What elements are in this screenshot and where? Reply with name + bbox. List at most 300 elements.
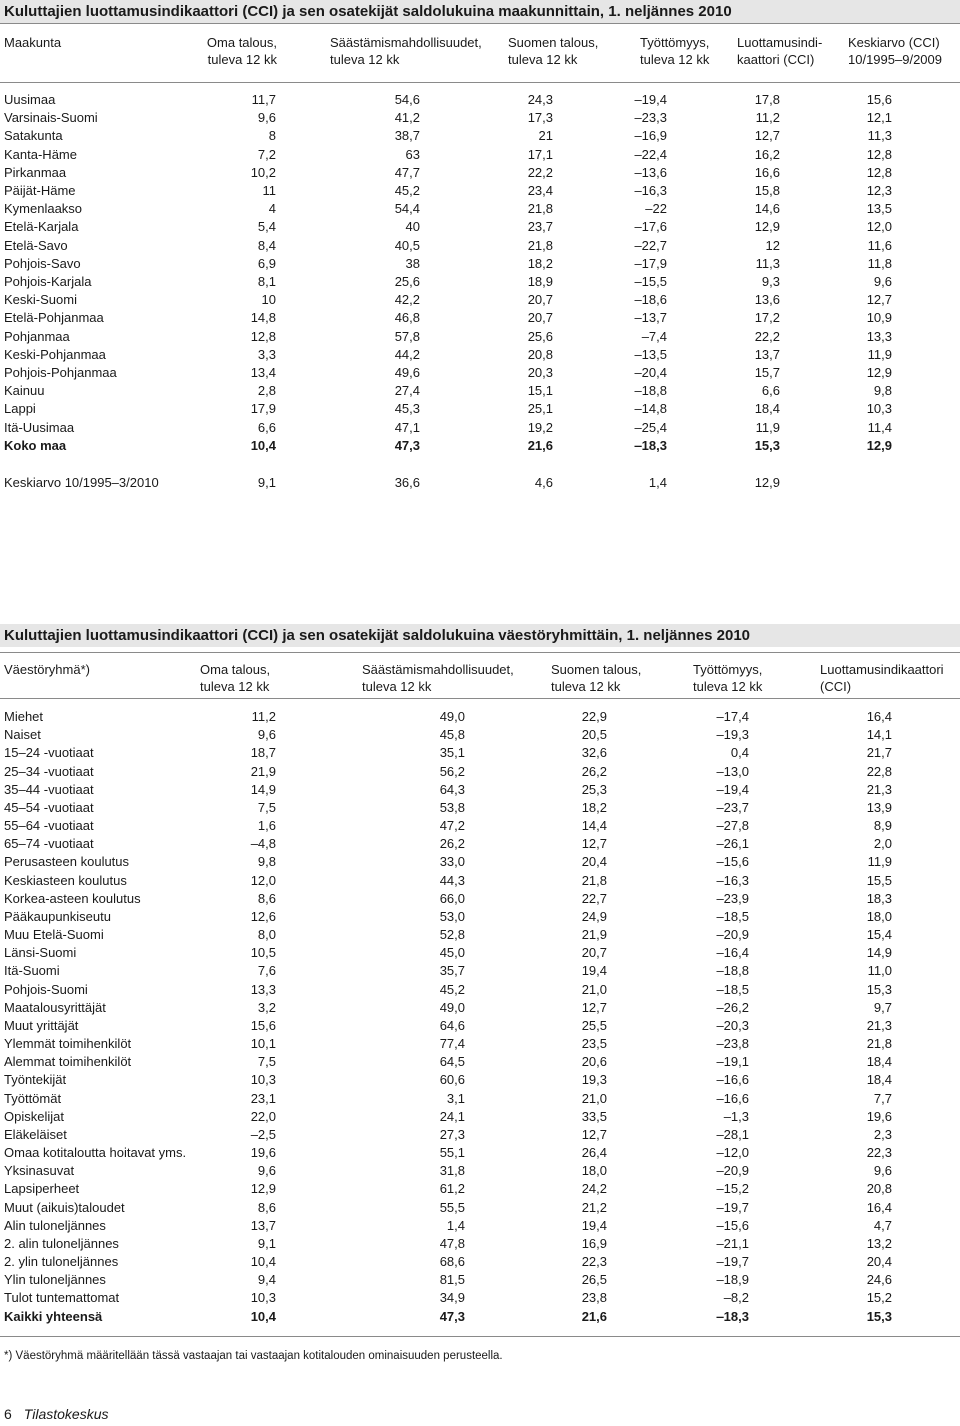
cell-value: 8,4 [257,237,276,253]
cell-value: 20,4 [866,1254,892,1270]
table1-col-header-line: Suomen talous, [508,35,599,50]
cell-value: 49,0 [439,999,465,1015]
cell-value: ‒16,6 [716,1072,749,1088]
row-label: 2. alin tuloneljännes [4,1235,119,1251]
cell-value: 13,4 [250,365,276,380]
cell-value: 25,6 [394,274,420,289]
row-label: Kymenlaakso [4,201,83,217]
cell-value: 21,6 [581,1308,607,1324]
table2-header [0,661,960,697]
cell-value: 22,3 [866,1145,892,1161]
cell-value: ‒18,8 [716,963,749,979]
row-label: Kaikki yhteensä [4,1308,103,1324]
cell-value: 40,5 [394,237,420,253]
cell-value: 57,8 [394,328,420,344]
cell-value: 11,7 [251,92,276,107]
cell-value: 18,4 [754,401,780,417]
row-label: Perusasteen koulutus [4,854,130,870]
cell-value: 8,1 [257,274,276,289]
cell-value: 9,3 [761,274,780,289]
cell-value: 24,1 [439,1108,465,1124]
cell-value: 25,5 [581,1017,607,1033]
table1-table-row [0,218,960,236]
cell-value: 10,5 [250,945,276,961]
cell-value: 23,8 [581,1290,607,1306]
cell-value: 45,2 [394,183,420,198]
cell-value: 14,9 [866,945,892,961]
table1-col-header-line: Maakunta [4,35,62,50]
row-label: Etelä-Savo [4,237,68,253]
cell-value: 20,8 [866,1181,892,1197]
cell-value: 21,0 [581,981,607,997]
table2-col-header-line: Säästämismahdollisuudet, [362,662,514,677]
table1-col-header-line: Oma talous, [206,35,277,50]
cell-value: 12,8 [866,164,892,180]
cell-value: ‒27,8 [716,818,749,834]
cell-value: 16,4 [866,1199,892,1215]
cell-value: 8 [268,128,276,144]
cell-value: 12,7 [581,1126,607,1142]
cell-value: 13,7 [250,1217,276,1233]
cell-value: 21,2 [581,1199,607,1215]
cell-value: ‒15,6 [716,854,749,870]
cell-value: 47,7 [394,164,420,180]
row-label: Muut (aikuis)taloudet [4,1199,125,1215]
row-label: Itä-Suomi [4,963,60,979]
cell-value: 21,8 [866,1036,892,1052]
table1-col-header-line: Keskiarvo (CCI) [848,35,940,50]
table2-col-header-line: (CCI) [820,679,852,694]
table2-col-header-line: Luottamusindikaattori [820,662,944,677]
cell-value: 35,1 [439,745,465,761]
cell-value: 22,7 [581,890,607,906]
cell-value: 38 [405,255,420,271]
cell-value: 12,9 [250,1181,276,1197]
cell-value: 12,8 [250,328,276,344]
cell-value: ‒23,9 [716,890,749,906]
cell-value: 47,3 [394,437,420,453]
row-label: Alin tuloneljännes [4,1217,106,1233]
cell-value: 17,3 [527,110,553,126]
cell-value: ‒18,5 [716,908,749,924]
cell-value: 10,4 [250,1254,276,1270]
cell-value: 8,6 [257,1199,276,1215]
cell-value: 11,9 [867,346,892,362]
cell-value: 45,3 [394,401,420,417]
cell-value: 7,6 [257,963,276,979]
cell-value: 21,3 [866,781,892,797]
row-label: Kanta-Häme [4,146,77,162]
cell-value: 16,2 [754,146,780,162]
table1-top-rule [0,23,960,24]
row-label: Kainuu [4,383,45,399]
table1-header [0,34,960,70]
cell-value: 24,6 [866,1272,892,1288]
row-label: Muu Etelä-Suomi [4,927,104,943]
cell-value: 10,2 [250,164,276,180]
cell-value: 3,3 [257,346,276,362]
cell-value: 21,7 [866,745,892,761]
row-label: Keskiasteen koulutus [4,872,127,888]
cell-value: 9,1 [257,475,276,490]
table2-table-row [0,1271,960,1289]
cell-value: 18,4 [866,1054,892,1070]
cell-value: 10,4 [250,1308,276,1324]
cell-value: 34,9 [439,1290,465,1306]
table2-top-rule [0,652,960,653]
cell-value: 20,4 [581,854,607,870]
cell-value: 8,9 [873,818,892,834]
cell-value: 18,0 [581,1163,607,1179]
cell-value: 2,8 [257,383,276,399]
row-label: Länsi-Suomi [4,945,77,961]
table1-table-row [0,273,960,291]
cell-value: 15,3 [866,981,892,997]
cell-value: 13,5 [866,201,892,217]
table1-col-header-4 [640,34,709,68]
cell-value: 14,8 [250,310,276,326]
table2-table-row [0,962,960,980]
cell-value: 3,2 [257,999,276,1015]
cell-value: 22,8 [866,763,892,779]
cell-value: 14,4 [581,818,607,834]
cell-value: 14,6 [754,201,780,217]
cell-value: 18,4 [866,1072,892,1088]
cell-value: 47,1 [394,419,420,435]
cell-value: 22,2 [527,164,553,180]
row-label: Pohjois-Pohjanmaa [4,365,117,380]
cell-value: 12,3 [866,183,892,198]
cell-value: 22,9 [581,709,607,724]
cell-value: ‒20,4 [634,365,667,380]
cell-value: 56,2 [439,763,465,779]
cell-value: ‒16,4 [716,945,749,961]
cell-value: ‒26,2 [716,999,749,1015]
cell-value: 55,5 [439,1199,465,1215]
cell-value: 12,7 [754,128,780,144]
cell-value: 15,5 [866,872,892,888]
cell-value: 45,2 [439,981,465,997]
cell-value: 17,8 [754,92,780,107]
cell-value: 54,6 [394,92,420,107]
cell-value: 12,9 [754,475,780,490]
row-label: Korkea-asteen koulutus [4,890,141,906]
cell-value: 25,3 [581,781,607,797]
table2-table-row [0,781,960,799]
cell-value: 13,7 [754,346,780,362]
cell-value: ‒18,9 [716,1272,749,1288]
table1-table-row [0,382,960,400]
cell-value: ‒19,3 [716,727,749,743]
row-label: Uusimaa [4,92,56,107]
row-label: Työntekijät [4,1072,67,1088]
publisher-name: Tilastokeskus [23,1406,109,1422]
row-label: Lapsiperheet [4,1181,80,1197]
cell-value: 68,6 [439,1254,465,1270]
page-number: 6 [4,1406,12,1422]
cell-value: 35,7 [439,963,465,979]
table1-col-header-line: tuleva 12 kk [508,52,578,67]
table1-col-header-5 [737,34,822,68]
table2-table-row [0,1017,960,1035]
cell-value: 38,7 [394,128,420,144]
table1-col-header-1 [207,34,277,68]
cell-value: ‒28,1 [716,1126,749,1142]
cell-value: 19,6 [866,1108,892,1124]
cell-value: 9,1 [257,1235,276,1251]
cell-value: 12,9 [866,437,892,453]
cell-value: 24,9 [581,908,607,924]
table1-header-rule [0,82,960,83]
cell-value: 7,2 [257,146,276,162]
cell-value: 12,7 [581,999,607,1015]
cell-value: ‒15,2 [716,1181,749,1197]
cell-value: 19,4 [581,1217,607,1233]
table2-table-row [0,1035,960,1053]
cell-value: 25,1 [527,401,553,417]
cell-value: 1,6 [257,818,276,834]
cell-value: 18,2 [527,255,553,271]
table1-table-row [0,419,960,437]
table2-col-header-line: Suomen talous, [551,662,642,677]
row-label: 25‒34 -vuotiaat [4,763,94,779]
cell-value: ‒1,3 [723,1108,749,1124]
cell-value: 53,0 [439,908,465,924]
cell-value: 12,9 [866,365,892,380]
cell-value: ‒16,3 [634,183,667,198]
cell-value: ‒18,3 [634,437,667,453]
cell-value: 12,0 [250,872,276,888]
row-label: Maatalousyrittäjät [4,999,106,1015]
cell-value: ‒8,2 [723,1290,749,1306]
table2-table-row [0,1180,960,1198]
cell-value: ‒17,9 [634,255,667,271]
cell-value: ‒18,8 [634,383,667,399]
row-label: Koko maa [4,437,67,453]
cell-value: 9,8 [257,854,276,870]
cell-value: 45,8 [439,727,465,743]
table1-table-row [0,146,960,164]
cell-value: 23,1 [250,1090,276,1106]
cell-value: ‒2,5 [250,1126,276,1142]
cell-value: ‒14,8 [634,401,667,417]
cell-value: 21,0 [581,1090,607,1106]
cell-value: 11,0 [867,963,892,979]
cell-value: 11,9 [755,419,780,435]
row-label: Naiset [4,727,41,743]
cell-value: 45,0 [439,945,465,961]
table2-col-header-line: Väestöryhmä*) [4,662,90,677]
cell-value: 64,3 [439,781,465,797]
cell-value: 21,8 [527,201,553,217]
table2-body [0,708,960,1338]
cell-value: ‒25,4 [634,419,667,435]
row-label: Varsinais-Suomi [4,110,98,126]
cell-value: 26,5 [581,1272,607,1288]
cell-value: 2,3 [873,1126,892,1142]
cell-value: ‒19,4 [716,781,749,797]
cell-value: 21,9 [250,763,276,779]
table2-table-row [0,1144,960,1162]
cell-value: 61,2 [439,1181,465,1197]
cell-value: 10 [261,292,276,308]
cell-value: ‒19,1 [716,1054,749,1070]
table1-table-row [0,200,960,218]
cell-value: 13,2 [866,1235,892,1251]
table2-table-row [0,1308,960,1326]
table1-table-row [0,255,960,273]
table2-table-row [0,1289,960,1307]
table2-table-row [0,1090,960,1108]
cell-value: 20,7 [527,310,553,326]
cell-value: 16,4 [866,709,892,724]
table1-table-row [0,182,960,200]
cell-value: 53,8 [439,799,465,815]
cell-value: 8,6 [257,890,276,906]
cell-value: 25,6 [527,328,553,344]
cell-value: ‒22,7 [634,237,667,253]
cell-value: 31,8 [439,1163,465,1179]
cell-value: 17,9 [250,401,276,417]
cell-value: ‒15,6 [716,1217,749,1233]
table1-average-table-row [0,474,960,492]
cell-value: ‒15,5 [634,274,667,289]
table1-col-header-line: Luottamusindi- [737,35,823,50]
cell-value: 13,6 [754,292,780,308]
cell-value: 12,9 [754,219,780,235]
table2-table-row [0,744,960,762]
cell-value: 9,6 [873,274,892,289]
cell-value: 7,5 [257,1054,276,1070]
table2-table-row [0,1126,960,1144]
cell-value: 63 [405,146,420,162]
cell-value: ‒17,6 [634,219,667,235]
row-label: Pohjois-Savo [4,255,81,271]
table2-table-row [0,1108,960,1126]
cell-value: 15,3 [754,437,780,453]
table1-table-row [0,364,960,382]
table1-table-row [0,309,960,327]
row-label: Pirkanmaa [4,164,67,180]
table1-col-header-line: 10/1995‒9/2009 [848,52,942,67]
cell-value: 6,9 [257,255,276,271]
table2-table-row [0,926,960,944]
table1-col-header-line: tuleva 12 kk [207,52,277,67]
cell-value: 16,9 [581,1235,607,1251]
cell-value: 19,4 [581,963,607,979]
cell-value: 6,6 [761,383,780,399]
cell-value: 18,9 [527,274,553,289]
table2-table-row [0,1235,960,1253]
cell-value: 11,8 [867,255,892,271]
table1-col-header-3 [508,34,598,68]
cell-value: 19,6 [250,1145,276,1161]
cell-value: ‒23,8 [716,1036,749,1052]
cell-value: 64,5 [439,1054,465,1070]
cell-value: 20,6 [581,1054,607,1070]
cell-value: 66,0 [439,890,465,906]
table2-col-header-1 [200,661,270,695]
cell-value: 9,6 [257,727,276,743]
table2-col-header-line: tuleva 12 kk [200,679,270,694]
row-label: 45‒54 -vuotiaat [4,799,94,815]
cell-value: 19,2 [527,419,553,435]
cell-value: 11,2 [251,709,276,724]
table1-col-header-line: kaattori (CCI) [737,52,815,67]
cell-value: 22,3 [581,1254,607,1270]
cell-value: ‒4,8 [250,836,276,852]
row-label: Päijät-Häme [4,183,76,198]
row-label: Miehet [4,709,44,724]
table2-table-row [0,1162,960,1180]
table2-col-header-2 [362,661,514,695]
row-label: 35‒44 -vuotiaat [4,781,94,797]
table1-table-row [0,109,960,127]
table2-table-row [0,763,960,781]
cell-value: 15,4 [866,927,892,943]
cell-value: ‒13,6 [634,164,667,180]
table1-table-row [0,346,960,364]
table1-table-row [0,91,960,109]
table1-table-row [0,237,960,255]
cell-value: 10,9 [866,310,892,326]
cell-value: 1,4 [446,1217,465,1233]
table2-table-row [0,726,960,744]
cell-value: 4,7 [873,1217,892,1233]
cell-value: 47,8 [439,1235,465,1251]
cell-value: ‒22,4 [634,146,667,162]
cell-value: 42,2 [394,292,420,308]
row-label: Satakunta [4,128,63,144]
cell-value: 9,7 [873,999,892,1015]
cell-value: 17,1 [527,146,553,162]
cell-value: 9,6 [257,110,276,126]
cell-value: ‒16,6 [716,1090,749,1106]
row-label: Opiskelijat [4,1108,64,1124]
cell-value: ‒19,7 [716,1199,749,1215]
table2-table-row [0,999,960,1017]
cell-value: 1,4 [648,475,667,490]
table2-table-row [0,1053,960,1071]
cell-value: 9,8 [873,383,892,399]
cell-value: 12,7 [581,836,607,852]
cell-value: 13,9 [866,799,892,815]
cell-value: 15,3 [866,1308,892,1324]
cell-value: 33,0 [439,854,465,870]
cell-value: 11,3 [755,255,780,271]
table2-table-row [0,799,960,817]
cell-value: ‒23,7 [716,799,749,815]
cell-value: ‒18,6 [634,292,667,308]
table2-col-header-line: tuleva 12 kk [693,679,763,694]
row-label: Alemmat toimihenkilöt [4,1054,132,1070]
cell-value: 14,1 [866,727,892,743]
table2-table-row [0,817,960,835]
table1-table-row [0,328,960,346]
table2-table-row [0,908,960,926]
cell-value: 18,2 [581,799,607,815]
cell-value: ‒16,9 [634,128,667,144]
cell-value: ‒20,9 [716,1163,749,1179]
cell-value: 64,6 [439,1017,465,1033]
cell-value: 20,7 [527,292,553,308]
cell-value: 10,3 [250,1072,276,1088]
cell-value: 10,1 [250,1036,276,1052]
row-label: 65‒74 -vuotiaat [4,836,94,852]
cell-value: ‒20,3 [716,1017,749,1033]
cell-value: 26,2 [439,836,465,852]
cell-value: 81,5 [439,1272,465,1288]
